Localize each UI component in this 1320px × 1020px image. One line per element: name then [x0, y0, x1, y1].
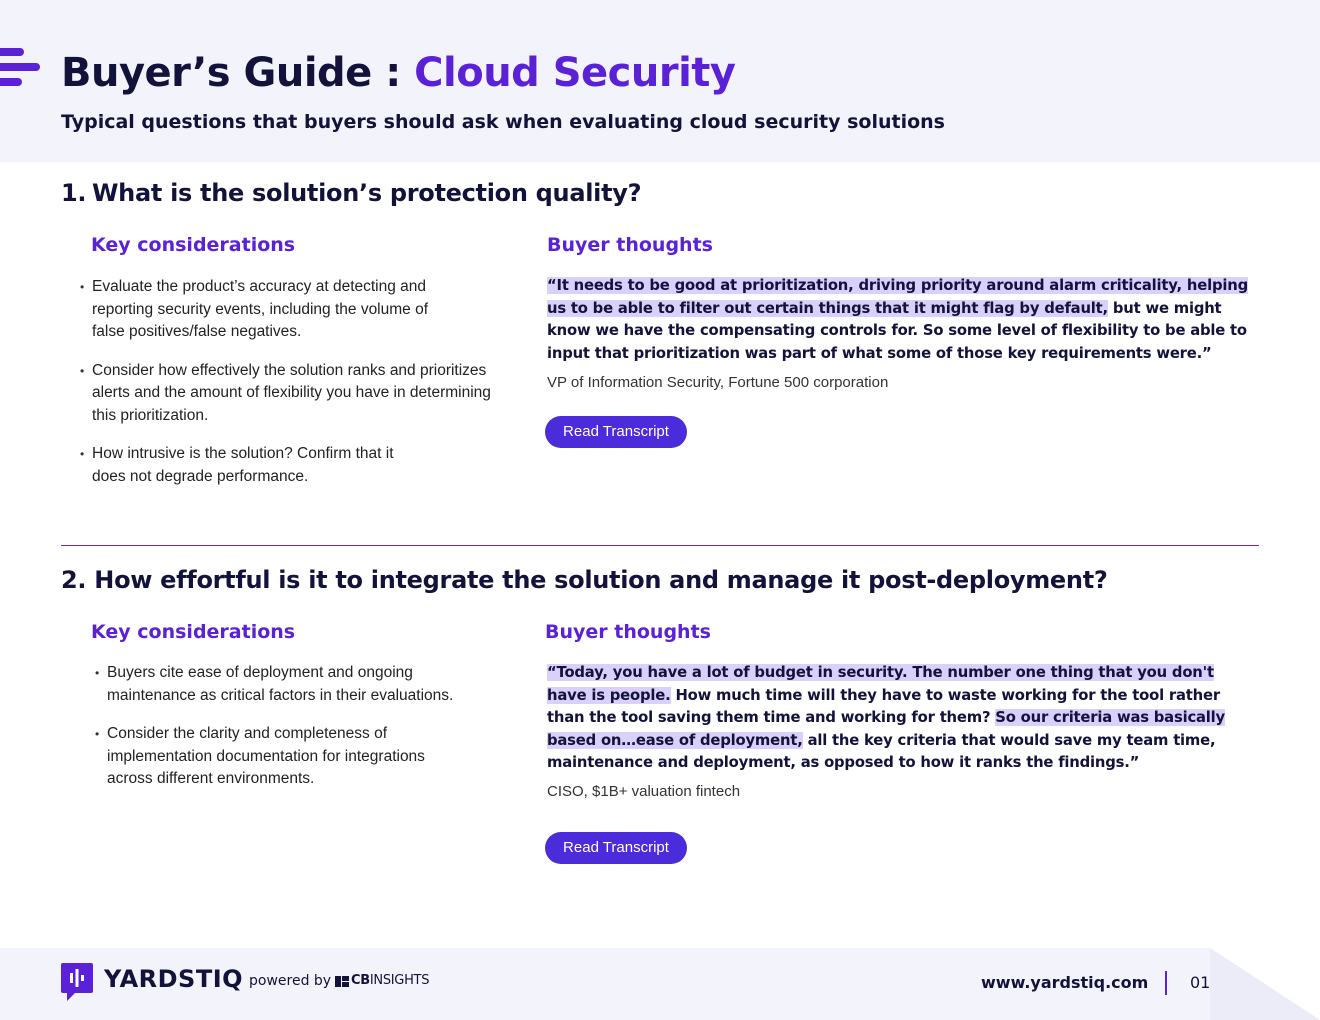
buyer-quote-1 [547, 275, 1267, 365]
consideration-item [92, 276, 452, 344]
section-divider [61, 545, 1259, 546]
read-transcript-button-2[interactable]: Read Transcript [545, 832, 687, 864]
cbinsights-logo [351, 973, 429, 988]
question-1-number: 1. [61, 179, 87, 207]
insights-text: INSIGHTS [369, 973, 430, 988]
key-considerations-list-1 [92, 276, 522, 504]
consideration-text: Consider how effectively the solution ranks and prioritizes alerts and the amount of flexibility you have in determining this prioritization. [92, 361, 491, 424]
website-link[interactable]: www.yardstiq.com [981, 973, 1149, 992]
cbinsights-logo-icon [335, 976, 349, 987]
quote-text: How much time will they have to waste working for the tool rather than the tool saving them time and working for them? [547, 686, 1220, 727]
page-title [61, 50, 735, 96]
brand-name: YARDSTIQ [104, 965, 244, 993]
key-considerations-heading-2: Key considerations [91, 621, 296, 643]
consideration-text: Evaluate the product’s accuracy at detecting and reporting security events, including the volume of false positives/false negatives. [92, 278, 429, 340]
cb-text: CB [351, 973, 370, 988]
consideration-text: Buyers cite ease of deployment and ongoing maintenance as critical factors in their evaluations. [107, 664, 454, 704]
footer-separator [1165, 971, 1167, 995]
page-subtitle: Typical questions that buyers should ask when evaluating cloud security solutions [61, 111, 945, 133]
footer-corner-shape [1210, 948, 1320, 1020]
buyer-thoughts-heading-2: Buyer thoughts [545, 621, 711, 643]
quote-text: all the key criteria that would save my team time, maintenance and deployment, as opposed to how it ranks the findings.” [547, 731, 1216, 772]
consideration-item [107, 662, 472, 707]
yardstiq-logo-icon[interactable] [61, 963, 93, 1001]
consideration-item [92, 360, 517, 428]
question-1 [61, 179, 641, 207]
question-1-text: What is the solution’s protection quality? [92, 179, 642, 207]
consideration-text: How intrusive is the solution? Confirm that it does not degrade performance. [92, 445, 394, 485]
title-main: Buyer’s Guide : [61, 50, 415, 96]
page-number: 01 [1190, 973, 1211, 992]
quote-highlight: “Today, you have a lot of budget in security. The number one thing that you don't have is people. [547, 664, 1214, 704]
key-considerations-list-2 [107, 662, 487, 807]
question-2-number: 2. [61, 566, 87, 594]
quote-text: but we might know we have the compensating controls for. So some level of flexibility to be able to input that prioritization was part of what some of those key requirements were.” [547, 299, 1247, 362]
consideration-text: Consider the clarity and completeness of implementation documentation for integrations across different environments. [107, 725, 425, 787]
key-considerations-heading-1: Key considerations [91, 234, 296, 256]
consideration-item [92, 443, 402, 488]
quote-attribution-2: CISO, $1B+ valuation fintech [547, 783, 741, 800]
quote-attribution-1: VP of Information Security, Fortune 500 corporation [547, 374, 889, 391]
question-2-text: How effortful is it to integrate the solution and manage it post-deployment? [94, 566, 1108, 594]
quote-highlight: So our criteria was basically based on…ease of deployment, [547, 709, 1225, 749]
quote-highlight: “It needs to be good at prioritization, driving priority around alarm criticality, helping us to be able to filter out certain things that it might flag by default, [547, 277, 1248, 317]
title-accent: Cloud Security [414, 50, 736, 96]
powered-by-label: powered by [249, 973, 332, 989]
buyer-thoughts-heading-1: Buyer thoughts [547, 234, 713, 256]
question-2 [61, 566, 1108, 594]
read-transcript-button-1[interactable]: Read Transcript [545, 416, 687, 448]
consideration-item [107, 723, 457, 791]
menu-bars-icon [0, 48, 40, 93]
buyer-quote-2 [547, 662, 1237, 775]
